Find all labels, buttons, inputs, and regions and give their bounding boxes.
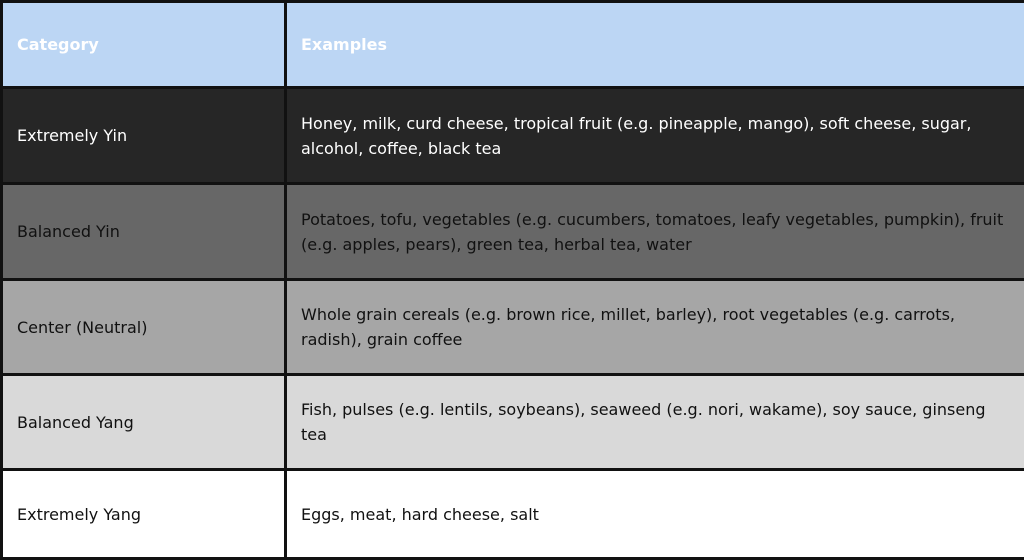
examples-cell: Potatoes, tofu, vegetables (e.g. cucumbers, tomatoes, leafy vegetables, pumpkin), fruit (e.g. apples, pears), green tea, herbal tea, water (286, 184, 1024, 280)
header-examples: Examples (286, 2, 1024, 88)
table-row-balanced-yang (2, 375, 1024, 470)
category-cell: Extremely Yang (2, 470, 286, 559)
table-header-row (2, 2, 1024, 88)
table-row-extremely-yin (2, 88, 1024, 184)
category-cell: Balanced Yang (2, 375, 286, 470)
category-cell: Extremely Yin (2, 88, 286, 184)
table-row-center-neutral (2, 280, 1024, 375)
examples-cell: Honey, milk, curd cheese, tropical fruit (e.g. pineapple, mango), soft cheese, sugar, alcohol, coffee, black tea (286, 88, 1024, 184)
examples-cell: Whole grain cereals (e.g. brown rice, millet, barley), root vegetables (e.g. carrots, radish), grain coffee (286, 280, 1024, 375)
category-cell: Balanced Yin (2, 184, 286, 280)
header-category: Category (2, 2, 286, 88)
category-cell: Center (Neutral) (2, 280, 286, 375)
table-row-extremely-yang (2, 470, 1024, 559)
examples-cell: Fish, pulses (e.g. lentils, soybeans), seaweed (e.g. nori, wakame), soy sauce, ginseng tea (286, 375, 1024, 470)
table-row-balanced-yin (2, 184, 1024, 280)
examples-cell: Eggs, meat, hard cheese, salt (286, 470, 1024, 559)
